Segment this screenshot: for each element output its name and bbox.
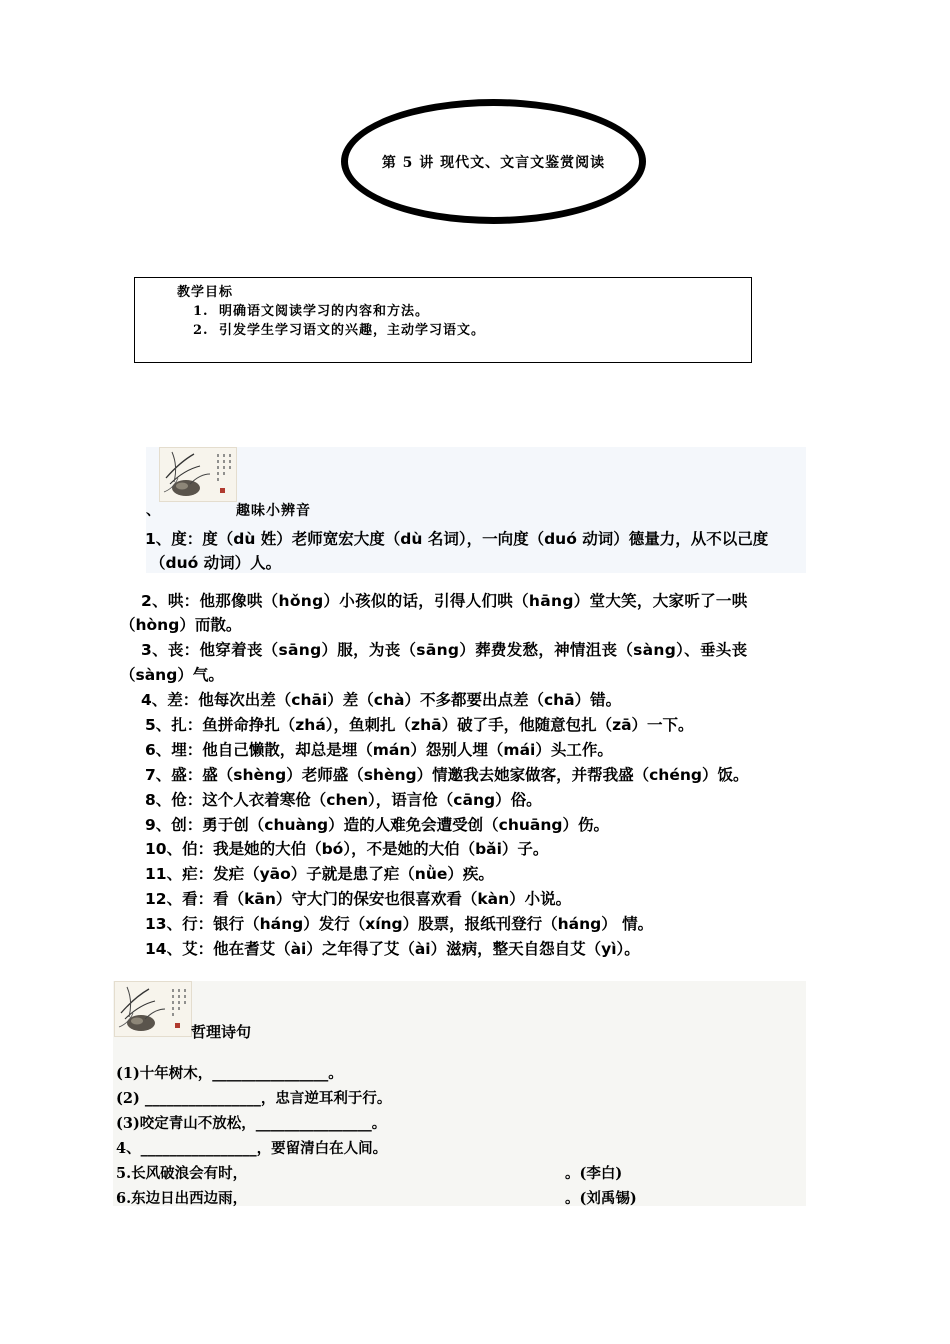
pronunciation-line: 8、伧：这个人衣着寒伧（chen），语言伧（cāng）俗。 [145, 791, 542, 809]
section2-title: 哲理诗句 [191, 1023, 252, 1041]
pronunciation-line: 9、创：勇于创（chuàng）造的人难免会遭受创（chuāng）伤。 [145, 816, 609, 834]
poem-line: (3)咬定青山不放松，________________。 [116, 1115, 387, 1132]
poem-line: (1)十年树木，________________。 [116, 1065, 343, 1082]
poem-source: 。(刘禹锡) [565, 1190, 637, 1207]
page-title: 第 5 讲 现代文、文言文鉴赏阅读 [381, 154, 606, 171]
pronunciation-line: （sàng）气。 [120, 666, 224, 684]
pronunciation-line: 7、盛：盛（shèng）老师盛（shèng）情邀我去她家做客，并帮我盛（chéng）饭。 [145, 766, 749, 784]
objectives-box [134, 277, 752, 363]
poem-source: 。(李白) [565, 1165, 623, 1182]
pronunciation-line: 12、看：看（kān）守大门的保安也很喜欢看（kàn）小说。 [145, 890, 572, 908]
objective-item [193, 319, 485, 338]
pronunciation-line: 10、伯：我是她的大伯（bó），不是她的大伯（bǎi）子。 [145, 840, 549, 858]
poem-line: 5.长风破浪会有时， [116, 1165, 248, 1182]
pronunciation-line: （duó 动词）人。 [150, 554, 282, 572]
poem-line: (2) ________________，忠言逆耳利于行。 [116, 1090, 392, 1107]
objective-item [193, 300, 429, 319]
pronunciation-line: （hòng）而散。 [120, 616, 242, 634]
poem-line: 6.东边日出西边雨， [116, 1190, 248, 1207]
section1-prefix: 、 [146, 503, 160, 519]
pronunciation-line: 4、差：他每次出差（chāi）差（chà）不多都要出点差（chā）错。 [141, 691, 622, 709]
pronunciation-line: 5、扎：鱼拼命挣扎（zhá），鱼刺扎（zhā）破了手，他随意包扎（zā）一下。 [145, 716, 694, 734]
orchid-painting-icon [114, 981, 192, 1037]
pronunciation-line: 2、哄：他那像哄（hǒng）小孩似的话，引得人们哄（hāng）堂大笑，大家听了一哄 [141, 592, 748, 610]
pronunciation-line: 6、埋：他自己懒散，却总是埋（mán）怨别人埋（mái）头工作。 [145, 741, 613, 759]
pronunciation-line: 14、艾：他在耆艾（ài）之年得了艾（ài）滋病，整天自怨自艾（yì）。 [145, 940, 640, 958]
objective-number: 2. [193, 323, 209, 338]
pronunciation-line: 1、度：度（dù 姓）老师宽宏大度（dù 名词），一向度（duó 动词）德量力，从不以己度 [145, 530, 769, 548]
section1-title: 趣味小辨音 [236, 503, 311, 519]
pronunciation-line: 3、丧：他穿着丧（sāng）服，为丧（sāng）葬费发愁，神情沮丧（sàng）、垂头丧 [141, 641, 748, 659]
objectives-heading: 教学目标 [177, 285, 234, 300]
pronunciation-line: 13、行：银行（háng）发行（xíng）股票，报纸刊登行（háng） 情。 [145, 915, 654, 933]
objective-number: 1. [193, 304, 209, 319]
orchid-painting-icon [159, 447, 237, 502]
pronunciation-line: 11、疟：发疟（yāo）子就是患了疟（nǜe）疾。 [145, 865, 494, 883]
objective-text: 明确语文阅读学习的内容和方法。 [219, 304, 430, 319]
poem-line: 4、________________，要留清白在人间。 [116, 1140, 388, 1157]
objective-text: 引发学生学习语文的兴趣，主动学习语文。 [219, 323, 486, 338]
